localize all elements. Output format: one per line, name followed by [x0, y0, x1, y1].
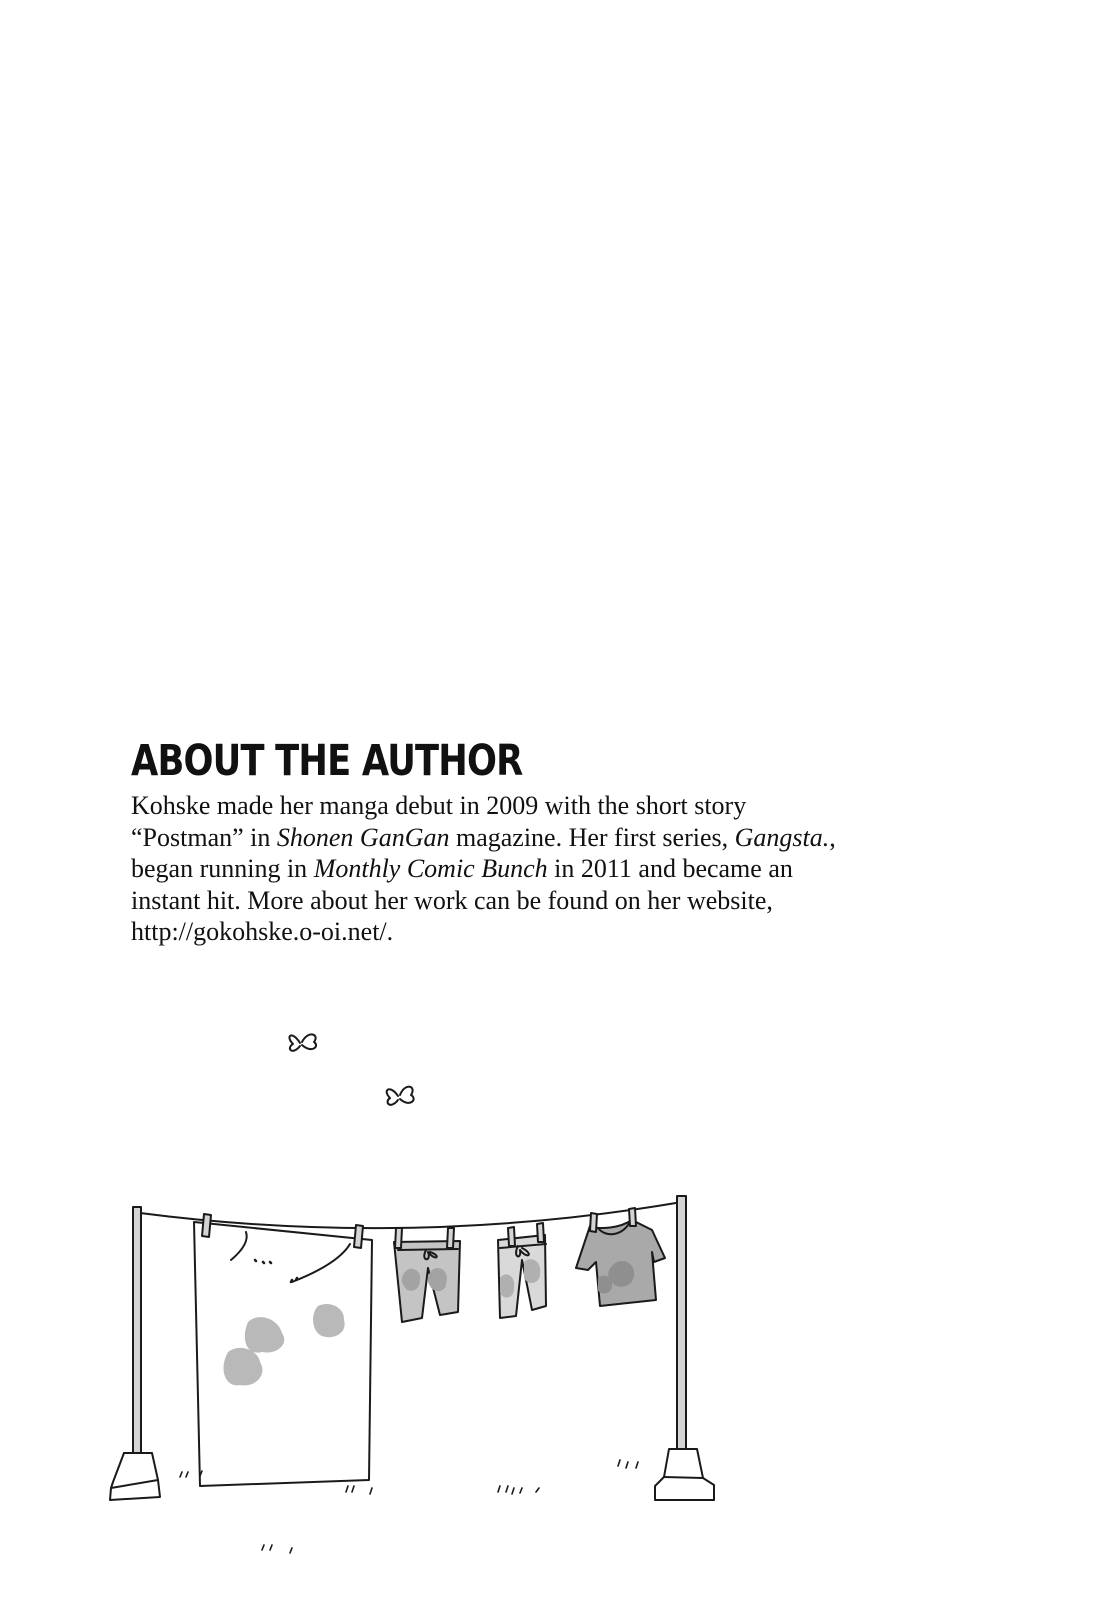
clothespin-icon [354, 1225, 363, 1248]
right-pole [655, 1196, 714, 1500]
bio-line [131, 885, 891, 917]
bio-line [131, 822, 891, 854]
bio-text: Kohske made her manga debut in 2009 with the short story [131, 791, 747, 820]
clothespin-icon [537, 1223, 544, 1242]
bio-text: began running in [131, 854, 314, 883]
magazine-title: Shonen GanGan [276, 822, 450, 852]
author-bio [131, 790, 891, 948]
about-the-author-section [131, 736, 891, 948]
t-shirt [576, 1208, 665, 1306]
clothespin-icon [395, 1228, 402, 1248]
clothespin-icon [202, 1214, 211, 1237]
series-title: Gangsta. [734, 822, 830, 852]
bedsheet [194, 1214, 372, 1486]
butterfly-icon [289, 1034, 316, 1050]
section-heading: ABOUT THE AUTHOR [131, 736, 523, 786]
bio-text: magazine. Her first series, [449, 822, 735, 852]
website-url: http://gokohske.o-oi.net/. [131, 917, 394, 946]
bio-line [131, 790, 891, 822]
bio-line [131, 853, 891, 885]
grey-pants [394, 1228, 460, 1322]
left-pole [110, 1207, 160, 1500]
bio-text: , [829, 822, 836, 852]
bio-line [131, 916, 891, 948]
butterfly-icon [387, 1087, 414, 1105]
striped-pants [498, 1223, 546, 1318]
clothesline-illustration [0, 1010, 1115, 1600]
clothespin-icon [629, 1208, 636, 1226]
bio-text: in 2011 and became an [547, 854, 793, 883]
clothespin-icon [447, 1228, 454, 1248]
bio-text: instant hit. More about her work can be found on her website, [131, 885, 773, 915]
clothespin-icon [590, 1213, 597, 1232]
magazine-title: Monthly Comic Bunch [313, 854, 548, 883]
clothespin-icon [508, 1227, 515, 1246]
bio-text: “Postman” in [131, 822, 277, 852]
